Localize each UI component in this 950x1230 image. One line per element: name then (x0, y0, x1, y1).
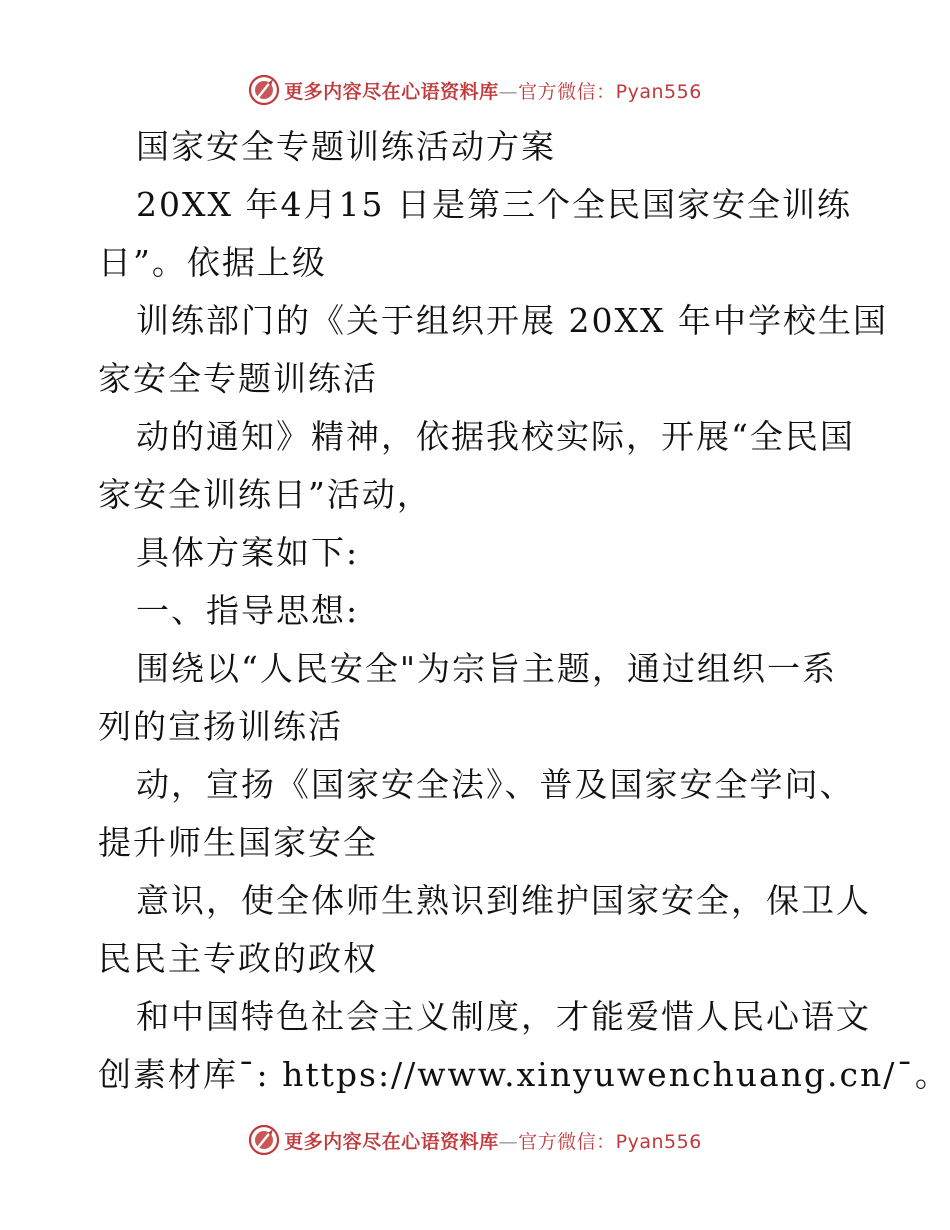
footer-banner-lead: 更多内容尽在心语资料库 (284, 1130, 499, 1153)
header-banner-content (248, 74, 702, 106)
document-body (98, 118, 950, 1104)
paragraph-line: 创素材库¯: https://www.xinyuwenchuang.cn/¯。 (98, 1055, 950, 1094)
paragraph-line: 具体方案如下: (136, 533, 360, 572)
paragraph-line: 日”。依据上级 (98, 243, 327, 282)
paragraph-line: 家安全训练日”活动， (98, 475, 432, 514)
section-heading: 一、指导思想: (136, 591, 360, 630)
document-title: 国家安全专题训练活动方案 (136, 127, 556, 166)
footer-banner-separator: — (498, 1130, 519, 1153)
footer-banner-wechat: 官方微信：Pyan556 (518, 1130, 702, 1153)
paragraph-line: 训练部门的《关于组织开展 20XX 年中学校生国 (136, 301, 888, 340)
paragraph-line: 围绕以“人民安全"为宗旨主题，通过组织一系 (136, 649, 838, 688)
paragraph-line: 和中国特色社会主义制度，才能爱惜人民心语文 (136, 997, 871, 1036)
footer-banner-content (248, 1124, 702, 1156)
paragraph-line: 动的通知》精神，依据我校实际，开展“全民国 (136, 417, 855, 456)
footer-banner (0, 1122, 950, 1158)
quill-logo-icon (248, 1124, 280, 1156)
quill-logo-icon (248, 74, 280, 106)
footer-banner-text (284, 1127, 702, 1154)
paragraph-line: 列的宣扬训练活 (98, 707, 343, 746)
header-banner-separator: — (498, 80, 519, 103)
paragraph-line: 20XX 年4月15 日是第三个全民国家安全训练 (136, 185, 852, 224)
paragraph-line: 家安全专题训练活 (98, 359, 378, 398)
header-banner-lead: 更多内容尽在心语资料库 (284, 80, 499, 103)
header-banner-wechat: 官方微信：Pyan556 (518, 80, 702, 103)
paragraph-line: 民民主专政的政权 (98, 939, 378, 978)
paragraph-line: 提升师生国家安全 (98, 823, 378, 862)
header-banner-text (284, 77, 702, 104)
paragraph-line: 动，宣扬《国家安全法》、普及国家安全学问、 (136, 765, 855, 804)
header-banner (0, 72, 950, 108)
paragraph-line: 意识，使全体师生熟识到维护国家安全，保卫人 (136, 881, 871, 920)
